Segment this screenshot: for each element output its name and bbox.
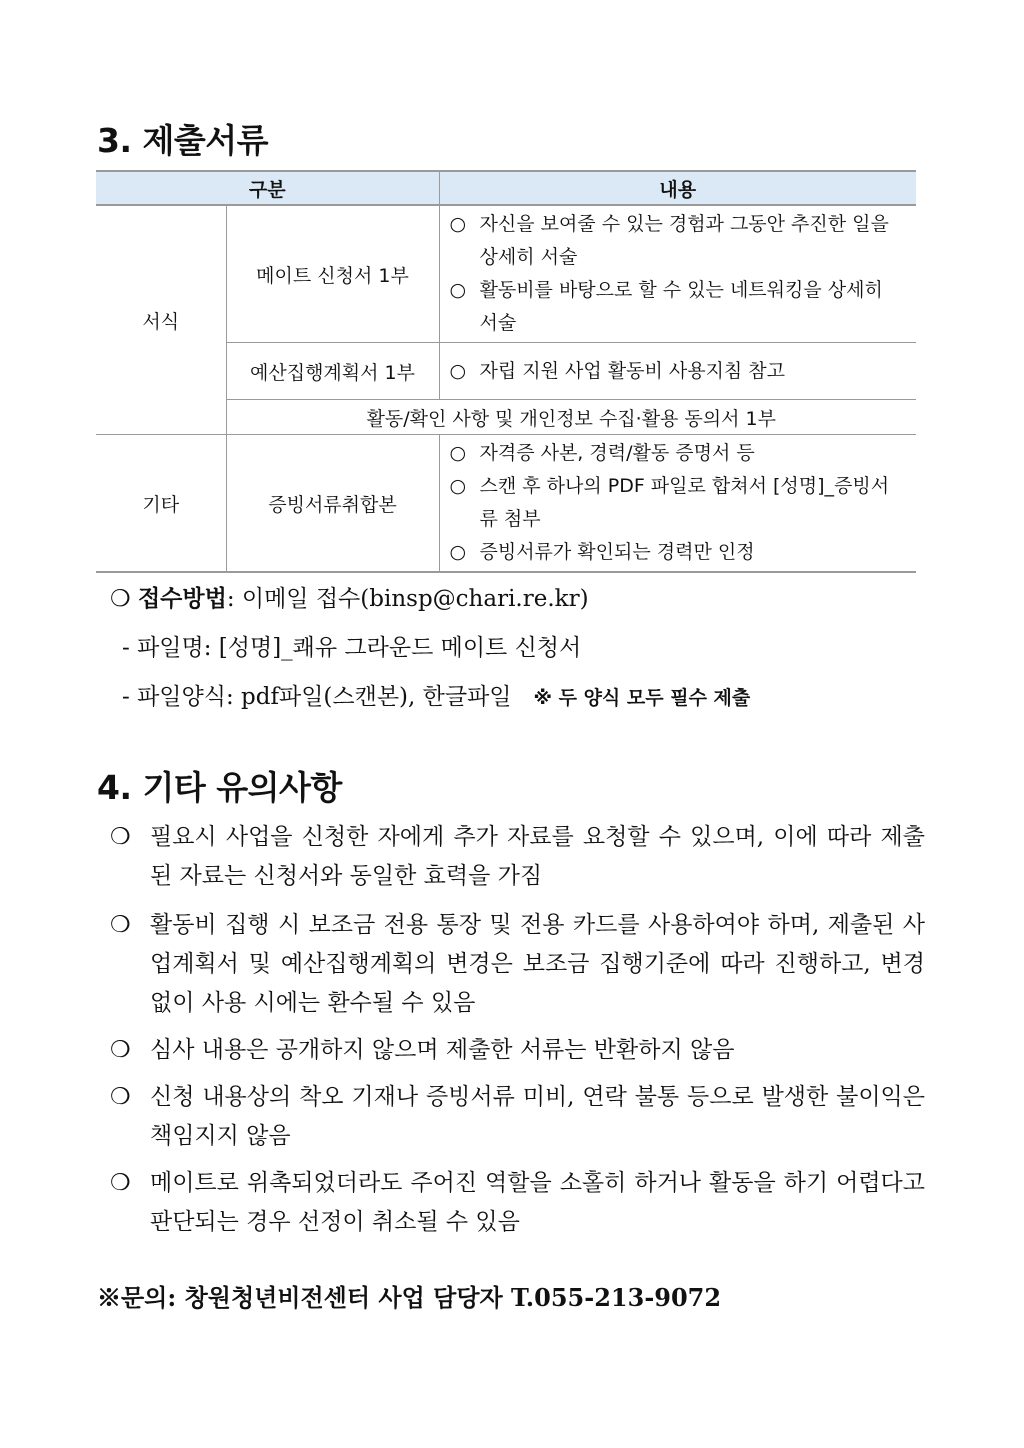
list-item: ○ 활동비를 바탕으로 할 수 있는 네트워킹을 상세히 서술 <box>449 279 883 334</box>
doc-content <box>439 343 916 400</box>
header-content: 내용 <box>439 171 916 205</box>
bullet-marker: ❍ <box>110 912 131 938</box>
list-item: ❍ 심사 내용은 공개하지 않으며 제출한 서류는 반환하지 않음 <box>110 1031 925 1070</box>
doc-name: 증빙서류취합본 <box>226 435 439 573</box>
list-item: ❍ 메이트로 위촉되었더라도 주어진 역할을 소홀히 하거나 활동을 하기 어렵다고 판단되는 경우 선정이 취소될 수 있음 <box>110 1164 925 1242</box>
format-note: ※ 두 양식 모두 필수 제출 <box>533 687 751 709</box>
submission-label: 접수방법 <box>137 586 227 612</box>
table-row <box>96 205 916 343</box>
list-item: ○ 증빙서류가 확인되는 경력만 인정 <box>449 541 755 563</box>
contact-info: ※문의: 창원청년비전센터 사업 담당자 T.055-213-9072 <box>97 1283 722 1312</box>
consent-form-row: 활동/확인 사항 및 개인정보 수집·활용 동의서 1부 <box>226 400 916 435</box>
section-4-title: 4. 기타 유의사항 <box>97 768 342 807</box>
bullet-marker: ❍ <box>110 1170 131 1196</box>
file-name-rule: - 파일명: [성명]_쾌유 그라운드 메이트 신청서 <box>122 635 582 661</box>
list-item: ○ 자신을 보여줄 수 있는 경험과 그동안 추진한 일을 상세히 서술 <box>449 213 889 268</box>
submission-method <box>110 580 589 613</box>
doc-content <box>439 205 916 343</box>
list-item: ❍ 필요시 사업을 신청한 자에게 추가 자료를 요청할 수 있으며, 이에 따라 제출된 자료는 신청서와 동일한 효력을 가짐 <box>110 818 925 896</box>
doc-name: 메이트 신청서 1부 <box>226 205 439 343</box>
bullet-marker: ❍ <box>110 586 131 612</box>
table-row <box>96 435 916 573</box>
list-item: ○ 스캔 후 하나의 PDF 파일로 합쳐서 [성명]_증빙서류 첨부 <box>449 475 890 530</box>
list-item: ❍ 활동비 집행 시 보조금 전용 통장 및 전용 카드를 사용하여야 하며, 제출된 사업계획서 및 예산집행계획의 변경은 보조금 집행기준에 따라 진행하고, 변경 없이 사용 시에는 환수될 수 있음 <box>110 906 925 1023</box>
documents-table <box>96 170 916 573</box>
group-label-form: 서식 <box>96 205 226 435</box>
submission-email: : 이메일 접수(binsp@chari.re.kr) <box>226 586 589 612</box>
list-item: ○ 자립 지원 사업 활동비 사용지침 참고 <box>449 359 786 382</box>
group-label-other: 기타 <box>96 435 226 573</box>
bullet-marker: ❍ <box>110 1037 131 1063</box>
section-3-title: 3. 제출서류 <box>97 121 268 160</box>
list-item: ○ 자격증 사본, 경력/활동 증명서 등 <box>449 442 755 464</box>
bullet-marker: ❍ <box>110 824 131 850</box>
doc-name: 예산집행계획서 1부 <box>226 343 439 400</box>
bullet-marker: ❍ <box>110 1084 131 1110</box>
file-format-rule: - 파일양식: pdf파일(스캔본), 한글파일 ※ 두 양식 모두 필수 제출 <box>122 684 751 710</box>
table-header-row <box>96 171 916 205</box>
doc-content <box>439 435 916 573</box>
header-category: 구분 <box>96 171 439 205</box>
list-item: ❍ 신청 내용상의 착오 기재나 증빙서류 미비, 연락 불통 등으로 발생한 불이익은 책임지지 않음 <box>110 1078 925 1156</box>
